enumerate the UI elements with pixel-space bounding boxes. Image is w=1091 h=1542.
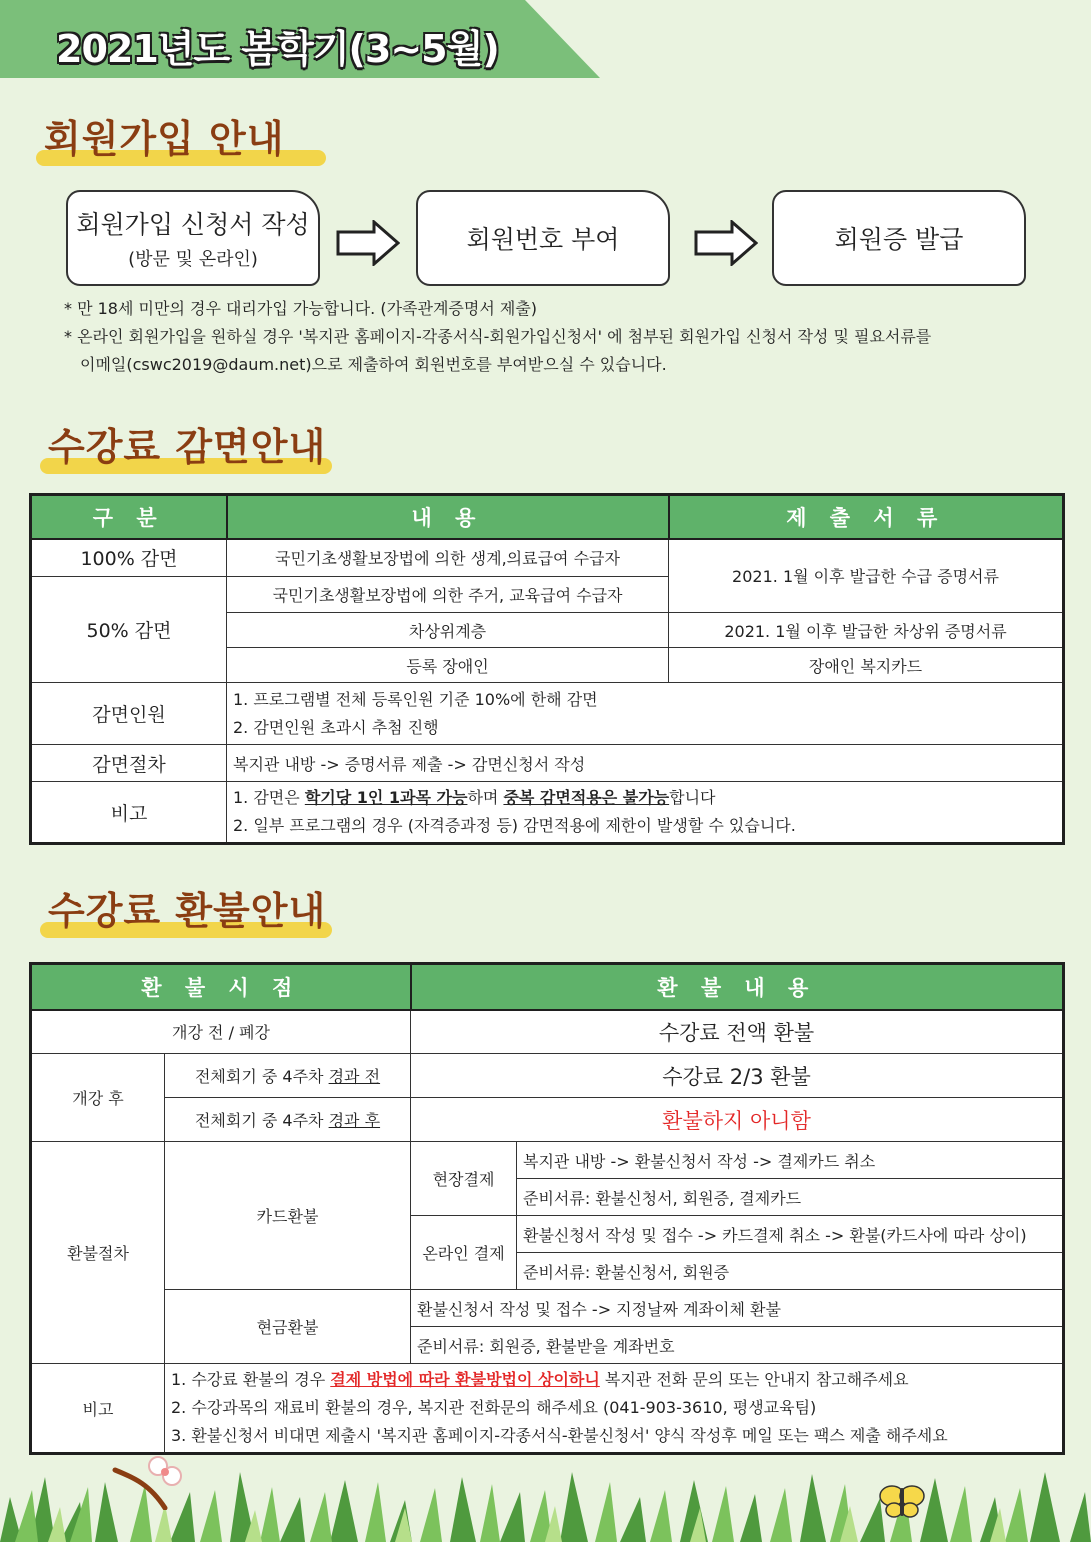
discount-cell: 2021. 1월 이후 발급한 수급 증명서류	[669, 539, 1064, 613]
discount-proc-label: 감면절차	[31, 745, 227, 782]
discount-cell: 국민기초생활보장법에 의한 생계,의료급여 수급자	[227, 539, 669, 577]
signup-note-2: * 온라인 회원가입을 원하실 경우 '복지관 홈페이지-각종서식-회원가입신청서' 에 첨부된 회원가입 신청서 작성 및 필요서류를	[64, 327, 932, 346]
refund-header-timing: 환 불 시 점	[31, 964, 411, 1010]
note-emphasis: 중복 감면적용은 불가능	[503, 788, 670, 807]
refund-week-before-value: 수강료 2/3 환불	[411, 1054, 1064, 1098]
discount-cell: 등록 장애인	[227, 648, 669, 683]
discount-note-1	[233, 784, 1062, 812]
discount-header-documents: 제 출 서 류	[669, 495, 1064, 539]
refund-before-value: 수강료 전액 환불	[411, 1010, 1064, 1054]
refund-proc-label: 환불절차	[31, 1142, 165, 1364]
refund-online-label: 온라인 결제	[411, 1216, 517, 1290]
signup-step-3-label: 회원증 발급	[834, 225, 964, 254]
refund-online-2: 준비서류: 환불신청서, 회원증	[517, 1253, 1064, 1290]
discount-note-cell	[227, 782, 1064, 844]
signup-step-2	[416, 190, 670, 286]
flower-branch-icon	[110, 1450, 190, 1510]
discount-note-2: 2. 일부 프로그램의 경우 (자격증과정 등) 감면적용에 제한이 발생할 수 있습니다.	[233, 816, 796, 835]
note-emphasis: 학기당 1인 1과목 가능	[304, 788, 468, 807]
note-text: 1. 감면은	[233, 788, 305, 807]
arrow-right-icon	[694, 220, 758, 266]
discount-full-label: 100% 감면	[31, 539, 227, 577]
refund-cash-label: 현금환불	[165, 1290, 411, 1364]
signup-step-3	[772, 190, 1026, 286]
top-banner	[0, 0, 600, 78]
signup-step-2-label: 회원번호 부여	[466, 225, 620, 254]
refund-online-1: 환불신청서 작성 및 접수 -> 카드결제 취소 -> 환불(카드사에 따라 상이)	[517, 1216, 1064, 1253]
refund-week-text: 전체회기 중 4주차	[194, 1111, 329, 1130]
refund-onsite-2: 준비서류: 환불신청서, 회원증, 결제카드	[517, 1179, 1064, 1216]
refund-note-3: 3. 환불신청서 비대면 제출시 '복지관 홈페이지-각종서식-환불신청서' 양식 작성후 메일 또는 팩스 제출 해주세요	[171, 1426, 948, 1445]
signup-note-1: * 만 18세 미만의 경우 대리가입 가능합니다. (가족관계증명서 제출)	[64, 299, 538, 318]
discount-quota-label: 감면인원	[31, 683, 227, 745]
butterfly-icon	[878, 1480, 926, 1520]
refund-card-label: 카드환불	[165, 1142, 411, 1290]
refund-note-cell	[165, 1364, 1064, 1454]
refund-table	[29, 962, 1065, 1455]
note-emphasis: 결제 방법에 따라 환불방법이 상이하니	[330, 1370, 600, 1389]
signup-note-3: 이메일(cswc2019@daum.net)으로 제출하여 회원번호를 부여받으실 수 있습니다.	[80, 355, 667, 374]
discount-half-label: 50% 감면	[31, 577, 227, 683]
arrow-right-icon	[336, 220, 400, 266]
signup-step-1	[66, 190, 320, 286]
refund-week-before	[165, 1054, 411, 1098]
signup-step-1-sub: (방문 및 온라인)	[128, 249, 258, 270]
refund-note-label: 비고	[31, 1364, 165, 1454]
refund-note-1	[171, 1366, 1062, 1394]
note-text: 1. 수강료 환불의 경우	[171, 1370, 331, 1389]
refund-title: 수강료 환불안내	[48, 889, 327, 933]
signup-title: 회원가입 안내	[44, 117, 285, 161]
refund-after-label: 개강 후	[31, 1054, 165, 1142]
discount-quota-2: 2. 감면인원 초과시 추첨 진행	[233, 717, 439, 737]
refund-note-2: 2. 수강과목의 재료비 환불의 경우, 복지관 전화문의 해주세요 (041-903-3610, 평생교육팀)	[171, 1398, 817, 1417]
discount-table	[29, 493, 1065, 845]
note-text: 복지관 전화 문의 또는 안내지 참고해주세요	[599, 1370, 909, 1389]
discount-quota-cell	[227, 683, 1064, 745]
discount-header-content: 내 용	[227, 495, 669, 539]
refund-onsite-1: 복지관 내방 -> 환불신청서 작성 -> 결제카드 취소	[517, 1142, 1064, 1179]
discount-note-label: 비고	[31, 782, 227, 844]
discount-quota-1: 1. 프로그램별 전체 등록인원 기준 10%에 한해 감면	[233, 689, 598, 709]
discount-title: 수강료 감면안내	[48, 425, 327, 469]
banner-title: 2021년도 봄학기(3~5월)	[56, 27, 499, 71]
note-text: 합니다	[669, 788, 716, 807]
refund-week-after-value: 환불하지 아니함	[411, 1098, 1064, 1142]
refund-week-after	[165, 1098, 411, 1142]
discount-proc: 복지관 내방 -> 증명서류 제출 -> 감면신청서 작성	[227, 745, 1064, 782]
discount-cell: 국민기초생활보장법에 의한 주거, 교육급여 수급자	[227, 577, 669, 613]
refund-onsite-label: 현장결제	[411, 1142, 517, 1216]
refund-before-label: 개강 전 / 폐강	[31, 1010, 411, 1054]
refund-week-text: 전체회기 중 4주차	[194, 1067, 329, 1086]
discount-cell: 장애인 복지카드	[669, 648, 1064, 683]
refund-header-content: 환 불 내 용	[411, 964, 1064, 1010]
refund-cash-2: 준비서류: 회원증, 환불받을 계좌번호	[411, 1327, 1064, 1364]
refund-week-emphasis: 경과 후	[328, 1111, 381, 1130]
discount-header-category: 구 분	[31, 495, 227, 539]
note-text: 하며	[467, 788, 504, 807]
discount-cell: 2021. 1월 이후 발급한 차상위 증명서류	[669, 613, 1064, 648]
discount-cell: 차상위계층	[227, 613, 669, 648]
refund-cash-1: 환불신청서 작성 및 접수 -> 지정날짜 계좌이체 환불	[411, 1290, 1064, 1327]
signup-step-1-label: 회원가입 신청서 작성	[76, 210, 310, 239]
refund-week-emphasis: 경과 전	[328, 1067, 381, 1086]
